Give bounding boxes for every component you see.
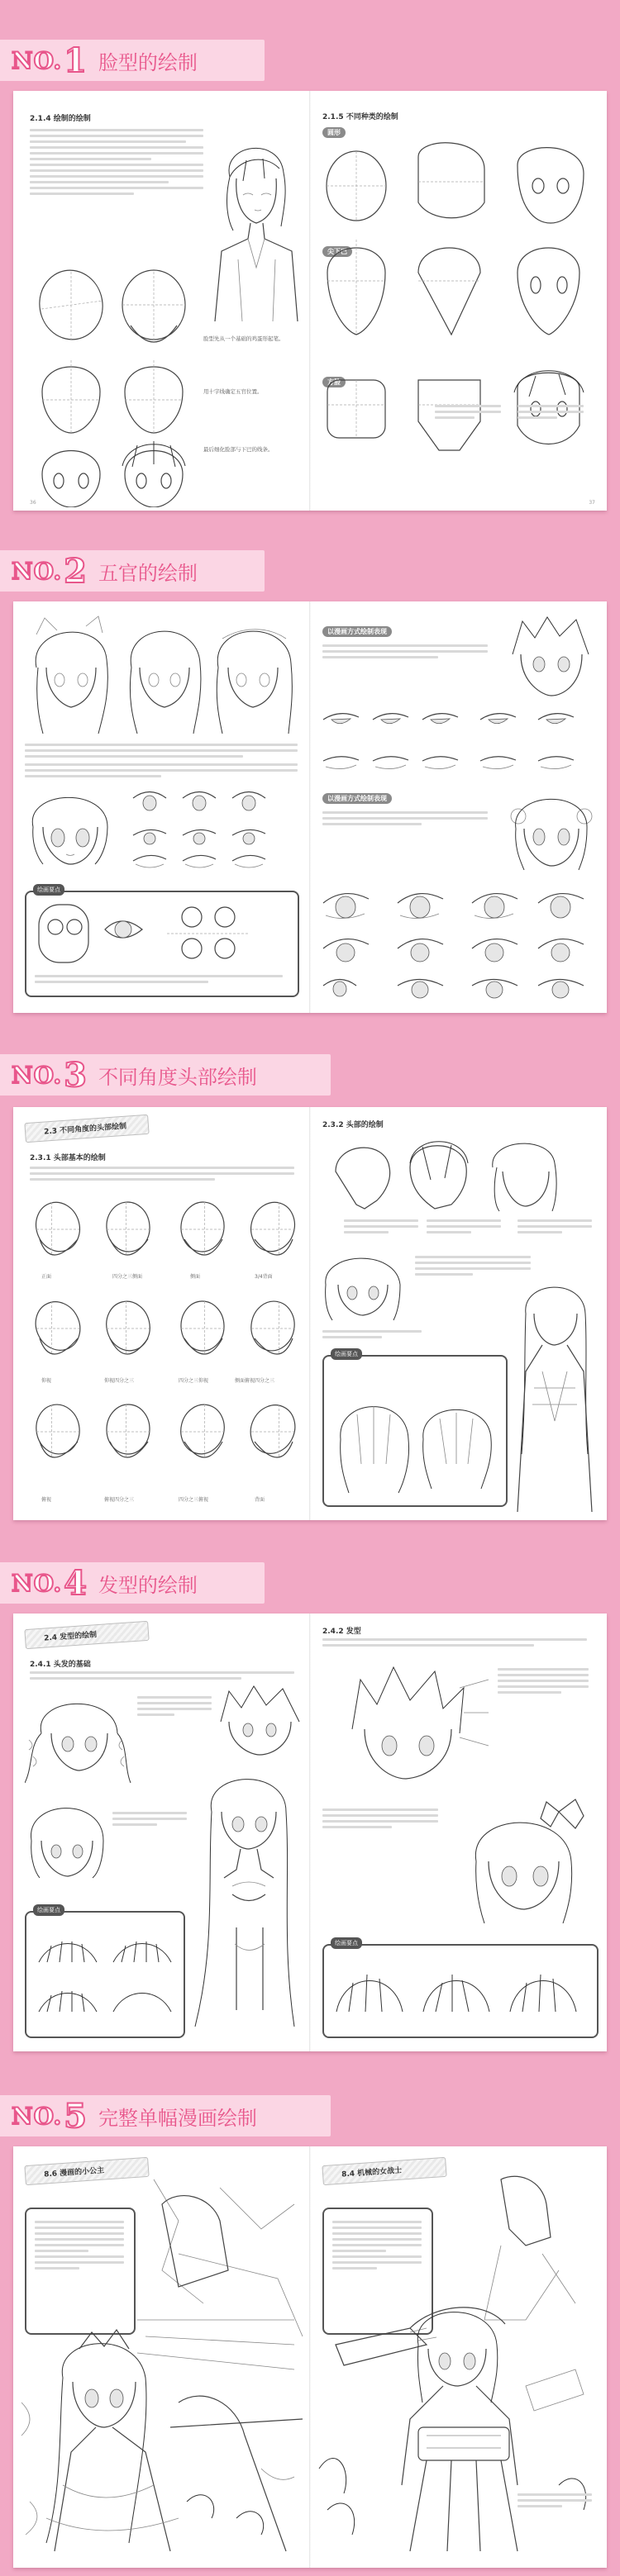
chapter-ribbon: 2.3 不同角度的头部绘制 <box>24 1115 149 1143</box>
body-text-block <box>322 1330 422 1342</box>
tag-eye-style: 以漫画方式绘制表现 <box>322 626 392 637</box>
book-spread <box>13 601 607 1013</box>
drawing-tips-box <box>322 1351 508 1507</box>
caption-lines <box>517 2493 592 2511</box>
banner-title: 五官的绘制 <box>98 561 198 585</box>
girl-portrait-sketch <box>205 127 304 326</box>
banner-number: 4 <box>64 1563 87 1603</box>
kimono-girl-sketch <box>509 1272 600 1512</box>
drawing-tips-box <box>25 886 299 997</box>
angle-caption: 仰视 <box>41 1378 52 1384</box>
body-text-block <box>322 644 488 662</box>
right-page <box>311 2146 607 2568</box>
book-spread <box>13 91 607 511</box>
angle-caption: 四分之三仰视 <box>179 1378 209 1384</box>
caption-lines <box>435 405 501 422</box>
bow-girl-sketch <box>451 1795 600 1927</box>
hair-strand-studies <box>35 1929 175 2028</box>
head-construction-sketch <box>247 1298 298 1355</box>
head-construction-sketch <box>179 1200 227 1256</box>
head-construction-sketch <box>102 1297 155 1356</box>
banner-no: NO. <box>12 1569 63 1597</box>
angle-caption: 俯视 <box>41 1497 52 1503</box>
section-head-angles <box>0 1016 620 1524</box>
page-heading: 2.4.2 发型 <box>322 1628 361 1636</box>
head-construction-sketch <box>104 1200 152 1256</box>
section-banner <box>0 2095 331 2136</box>
tag-pointed-chin: 尖下巴 <box>322 246 352 257</box>
chapter-ribbon: 8.4 机械的女战士 <box>322 2157 446 2185</box>
short-hair-girl-sketch <box>25 1795 107 1886</box>
book-spread <box>13 1614 607 2051</box>
bangs-studies <box>332 1962 589 2028</box>
head-construction-sketch <box>32 1401 83 1458</box>
page-heading: 2.1.5 不同种类的绘制 <box>322 113 398 121</box>
body-text-block <box>322 811 488 829</box>
banner-no: NO. <box>12 2102 63 2130</box>
banner-title: 发型的绘制 <box>98 1573 198 1597</box>
girl-with-flowers-sketch <box>506 783 597 874</box>
eye-construction-diagram <box>35 901 291 967</box>
note-3: 最后细化脸部与下巴的线条。 <box>203 446 274 453</box>
profile-head-sketches <box>319 1130 600 1213</box>
banner-no: NO. <box>12 1061 63 1089</box>
head-construction-sketch <box>180 1300 225 1355</box>
back-head-sketches <box>332 1381 498 1497</box>
face-construction-steps <box>30 268 203 507</box>
left-page <box>13 2146 309 2568</box>
body-text-block <box>30 1671 294 1683</box>
left-page <box>13 1107 309 1520</box>
page-heading: 2.4.1 头发的基础 <box>30 1661 91 1669</box>
banner-title: 脸型的绘制 <box>98 50 198 74</box>
angle-caption: 四分之三侧面 <box>112 1274 143 1280</box>
right-page <box>311 1614 607 2051</box>
right-page <box>311 601 607 1013</box>
section-banner <box>0 1562 265 1604</box>
angle-caption: 侧面 <box>190 1274 201 1280</box>
right-page <box>311 91 607 511</box>
angle-caption: 侧面俯视四分之三 <box>235 1378 275 1384</box>
angle-caption: 正面 <box>41 1274 52 1280</box>
banner-number: 1 <box>64 40 87 80</box>
section-hairstyles <box>0 1524 620 2057</box>
section-full-illustration <box>0 2057 620 2576</box>
banner-number: 3 <box>64 1055 87 1095</box>
eye-rows <box>319 707 600 782</box>
head-construction-sketch <box>27 1295 88 1358</box>
body-text-block <box>25 763 298 781</box>
book-spread <box>13 1107 607 1520</box>
page-number: 36 <box>30 500 36 506</box>
tips-label: 绘画要点 <box>33 1904 64 1916</box>
caption-lines <box>517 405 584 422</box>
page-heading: 2.3.1 头部基本的绘制 <box>30 1154 106 1162</box>
banner-title: 完整单幅漫画绘制 <box>98 2106 257 2130</box>
tips-label: 绘画要点 <box>331 1937 362 1949</box>
section-facial-features <box>0 512 620 1016</box>
tag-eye-style-2: 以漫画方式绘制表现 <box>322 793 392 804</box>
long-hair-swimsuit-girl-sketch <box>187 1762 303 2035</box>
angle-caption: 四分之三俯视 <box>179 1497 209 1503</box>
angle-caption: 背面 <box>255 1497 265 1503</box>
head-construction-sketch <box>176 1400 230 1459</box>
annotated-boy-hair-sketch <box>327 1663 493 1795</box>
curly-hair-girl-sketch <box>25 1688 132 1787</box>
spiky-hair-boy-sketch <box>217 1685 303 1759</box>
head-construction-sketch <box>242 1398 303 1461</box>
body-text-block <box>137 1696 212 1719</box>
tips-label: 绘画要点 <box>331 1348 362 1360</box>
banner-title: 不同角度头部绘制 <box>98 1065 257 1089</box>
body-text-block <box>322 1638 587 1650</box>
head-angle-grid <box>25 1190 306 1504</box>
large-eye-grid <box>319 882 600 1006</box>
banner-no: NO. <box>12 46 63 74</box>
head-construction-sketch <box>245 1196 301 1257</box>
left-page <box>13 1614 309 2051</box>
left-page <box>13 601 309 1013</box>
eye-studies <box>129 782 303 872</box>
book-spread <box>13 2146 607 2568</box>
angle-caption: 仰视四分之三 <box>104 1378 135 1384</box>
note-2: 用十字线确定五官位置。 <box>203 388 263 395</box>
right-page <box>311 1107 607 1520</box>
drawing-tips-box <box>322 1940 599 2038</box>
face-type-drawings <box>319 140 600 496</box>
body-text-block <box>30 1167 294 1184</box>
left-page <box>13 91 309 511</box>
body-text-block <box>517 1219 592 1237</box>
body-text-block <box>25 744 298 761</box>
section-banner <box>0 1054 331 1096</box>
body-text-block <box>112 1812 187 1829</box>
drawing-tips-box <box>25 1907 185 2038</box>
chibi-girl-sketch <box>25 782 116 872</box>
banner-no: NO. <box>12 557 63 585</box>
angle-caption: 俯视四分之三 <box>104 1497 135 1503</box>
tag-square-face: 方脸 <box>322 377 346 387</box>
banner-number: 2 <box>64 551 87 591</box>
body-text-block <box>30 129 203 198</box>
body-text-block <box>427 1219 501 1237</box>
annotation-lines <box>498 1668 589 1697</box>
chapter-ribbon: 8.6 漫画的小公主 <box>24 2157 149 2185</box>
chapter-ribbon: 2.4 发型的绘制 <box>24 1621 149 1649</box>
body-text-block <box>344 1219 418 1237</box>
body-text-block <box>322 1808 438 1832</box>
page-heading: 2.3.2 头部的绘制 <box>322 1121 384 1129</box>
three-girls-sketch <box>20 610 301 734</box>
page-number: 37 <box>589 500 595 506</box>
girl-side-portrait <box>317 1248 408 1322</box>
head-construction-sketch <box>106 1404 150 1458</box>
section-banner <box>0 40 265 81</box>
princess-illustration <box>13 2155 309 2564</box>
banner-number: 5 <box>64 2096 87 2136</box>
section-face-shape <box>0 0 620 512</box>
tag-round: 圆形 <box>322 127 346 138</box>
boy-head-sketch <box>506 613 597 704</box>
tip-text <box>35 975 283 986</box>
tips-label: 绘画要点 <box>33 884 64 896</box>
head-construction-sketch <box>30 1196 86 1257</box>
angle-caption: 3/4背面 <box>255 1274 273 1280</box>
note-1: 脸型先从一个基础的鸡蛋形起笔。 <box>203 335 284 342</box>
page-heading: 2.1.4 绘制的绘制 <box>30 115 91 123</box>
section-banner <box>0 550 265 592</box>
